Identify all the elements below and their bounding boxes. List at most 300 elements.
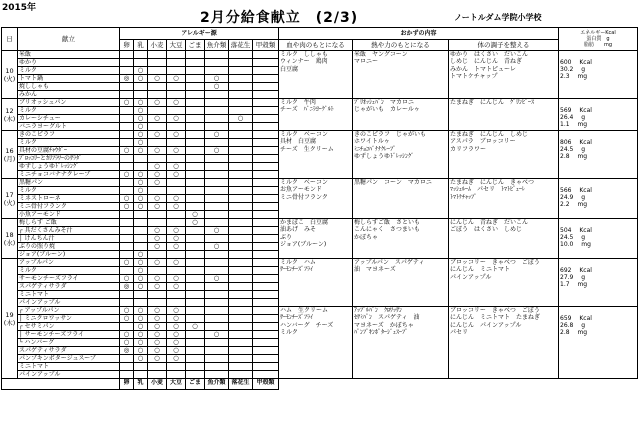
allergen-mark [120, 371, 134, 379]
dish-name: ┌ セサミパン [18, 323, 120, 331]
allergen-mark [148, 291, 167, 299]
dish-name: ジョア(ブルーン) [18, 251, 120, 259]
allergen-header-5: 魚介類 [205, 40, 229, 51]
allergen-mark [120, 67, 134, 75]
allergen-mark [253, 155, 279, 163]
group-header-0: 血や肉のもとになる [279, 40, 353, 51]
allergen-mark [186, 171, 205, 179]
allergen-mark [253, 307, 279, 315]
allergen-mark [167, 219, 186, 227]
allergen-mark [205, 163, 229, 171]
allergen-mark [205, 123, 229, 131]
allergen-mark [229, 147, 253, 155]
allergen-mark: ◎ [120, 75, 134, 83]
allergen-mark: ○ [134, 179, 148, 187]
allergen-mark: ○ [134, 75, 148, 83]
allergen-mark [148, 123, 167, 131]
allergen-mark [120, 299, 134, 307]
allergen-mark [167, 67, 186, 75]
allergen-mark: ○ [120, 259, 134, 267]
allergen-mark: ○ [167, 115, 186, 123]
allergen-mark [253, 171, 279, 179]
allergen-mark: ○ [134, 355, 148, 363]
allergen-mark [186, 107, 205, 115]
okazu-heat: 梅しらすご飯 さといも こんにゃく さつまいも かぼちゃ [353, 219, 449, 259]
allergen-mark: ○ [167, 227, 186, 235]
allergen-mark [134, 83, 148, 91]
allergen-mark: ○ [205, 131, 229, 139]
table-row [2, 131, 638, 139]
allergen-mark [186, 203, 205, 211]
allergen-mark [148, 211, 167, 219]
allergen-mark [229, 83, 253, 91]
dish-name: スパゲティサラダ [18, 347, 120, 355]
allergen-mark [134, 51, 148, 59]
allergen-mark [205, 235, 229, 243]
allergen-mark [120, 363, 134, 371]
allergen-mark [120, 267, 134, 275]
allergen-header-0: 卵 [120, 40, 134, 51]
allergen-mark [253, 163, 279, 171]
allergen-mark [229, 243, 253, 251]
dish-name: ぶりの照り焼 [18, 243, 120, 251]
dish-name: └ ハンバーグ [18, 339, 120, 347]
allergen-mark [134, 91, 148, 99]
allergen-footer-3: 大豆 [167, 379, 186, 390]
allergen-mark [205, 203, 229, 211]
allergen-mark [134, 163, 148, 171]
dish-name: ミルク [18, 107, 120, 115]
allergen-mark: ○ [167, 323, 186, 331]
allergen-mark [205, 155, 229, 163]
allergen-mark: ○ [148, 203, 167, 211]
okazu-blood: ミルク ベーコン お魚アーモンド ミニ骨付フランク [279, 179, 353, 219]
dish-name: パンプキンポタージュスープ [18, 355, 120, 363]
allergen-mark [186, 139, 205, 147]
dish-name: │ サーモンチーズフライ [18, 331, 120, 339]
nutrition-cell: 566 Kcal 24.9 g 2.2 mg [559, 179, 638, 219]
allergen-mark: ○ [134, 67, 148, 75]
allergen-mark: ○ [120, 195, 134, 203]
allergen-mark: ○ [134, 315, 148, 323]
allergen-mark: ○ [167, 99, 186, 107]
nutrition-cell: 806 Kcal 24.5 g 2.8 mg [559, 131, 638, 179]
dish-name: 黒糖パン [18, 179, 120, 187]
allergen-mark: ○ [167, 275, 186, 283]
allergen-mark [205, 291, 229, 299]
allergen-mark [120, 107, 134, 115]
allergen-mark [186, 243, 205, 251]
dish-name: トマト鍋 [18, 75, 120, 83]
allergen-footer-2: 小麦 [148, 379, 167, 390]
header-fat: 脂肪 mg [583, 42, 613, 48]
allergen-mark: ○ [120, 315, 134, 323]
okazu-blood: ミルク ベーコン 具材 白豆腐 チーズ 生クリーム [279, 131, 353, 179]
day-cell: 18 (水) [2, 219, 18, 259]
dish-name: ﾌﾞﾛｯｺﾘｰとｶﾘﾌﾗﾜｰのｻﾗﾀﾞ [18, 155, 120, 163]
dish-name: │ けんちん汁 [18, 235, 120, 243]
okazu-blood: かまぼこ 白豆腐 油あげ みそ ぶり ジョア(ブルーン) [279, 219, 353, 259]
dish-name: 焼ししゃも [18, 83, 120, 91]
dish-name: ミニチョコバナナクレープ [18, 171, 120, 179]
group-header-2: 体の調子を整える [449, 40, 559, 51]
allergen-mark [167, 107, 186, 115]
allergen-mark [148, 139, 167, 147]
allergen-mark [229, 275, 253, 283]
allergen-mark [120, 139, 134, 147]
okazu-blood2: ハム 生クリーム ｻｰﾓﾝﾁｰｽﾞﾌﾗｲ ハンバーグ チーズ ミルク [279, 307, 353, 379]
dish-name: 小魚アーモンド [18, 211, 120, 219]
allergen-mark [229, 59, 253, 67]
allergen-mark [120, 235, 134, 243]
allergen-mark [148, 67, 167, 75]
okazu-heat: 米飯 ヤングコーン マロニー [353, 51, 449, 99]
allergen-mark [167, 251, 186, 259]
allergen-mark [134, 371, 148, 379]
allergen-mark [229, 171, 253, 179]
allergen-mark [186, 275, 205, 283]
allergen-mark [167, 83, 186, 91]
allergen-mark [253, 331, 279, 339]
allergen-header-6: 落花生 [229, 40, 253, 51]
allergen-mark: ○ [134, 307, 148, 315]
allergen-mark: ○ [148, 171, 167, 179]
allergen-mark [134, 219, 148, 227]
allergen-mark [205, 315, 229, 323]
okazu-heat2: ｱｯﾌﾟﾙﾊﾟﾝ ｸﾛﾜｯｻﾝ ｾｻﾐﾊﾟﾝ スパゲティ 油 マヨネーズ かぼちゃ ﾊﾟﾝﾌﾟｷﾝﾎﾟﾀｰｼﾞｭｽｰﾌﾟ [353, 307, 449, 379]
header-day: 日 [2, 28, 18, 51]
allergen-mark [120, 355, 134, 363]
allergen-mark: ○ [120, 339, 134, 347]
allergen-footer-row [2, 379, 638, 390]
allergen-mark [229, 203, 253, 211]
allergen-mark: ○ [134, 187, 148, 195]
allergen-mark [120, 115, 134, 123]
allergen-mark: ○ [205, 83, 229, 91]
allergen-mark [229, 187, 253, 195]
allergen-mark [229, 75, 253, 83]
allergen-mark: ○ [134, 275, 148, 283]
allergen-mark: ○ [148, 131, 167, 139]
allergen-mark [167, 187, 186, 195]
allergen-mark: ○ [167, 355, 186, 363]
allergen-mark [229, 107, 253, 115]
allergen-mark: ○ [167, 147, 186, 155]
allergen-mark: ○ [148, 315, 167, 323]
allergen-mark [253, 195, 279, 203]
allergen-mark [120, 291, 134, 299]
allergen-mark [148, 155, 167, 163]
dish-name: │ ミニクロワッサン [18, 315, 120, 323]
allergen-mark: ○ [134, 203, 148, 211]
allergen-mark [120, 227, 134, 235]
table-row [2, 219, 638, 227]
allergen-mark [205, 51, 229, 59]
allergen-mark: ○ [205, 243, 229, 251]
allergen-mark [229, 331, 253, 339]
allergen-mark [253, 243, 279, 251]
table-row [2, 307, 638, 315]
dish-name: ミニ骨付フランク [18, 203, 120, 211]
allergen-mark [229, 219, 253, 227]
table-row [2, 99, 638, 107]
dish-name: 梅しらす ご飯 [18, 219, 120, 227]
allergen-mark [186, 267, 205, 275]
allergen-mark [205, 67, 229, 75]
allergen-mark [229, 347, 253, 355]
allergen-mark [253, 283, 279, 291]
allergen-mark [186, 307, 205, 315]
allergen-mark [186, 339, 205, 347]
allergen-mark [253, 363, 279, 371]
allergen-mark: ○ [148, 283, 167, 291]
allergen-mark [186, 371, 205, 379]
dish-name: ┌ アップルパン [18, 307, 120, 315]
allergen-footer-1: 乳 [134, 379, 148, 390]
allergen-header-7: 甲殻類 [253, 40, 279, 51]
dish-name: パインアップル [18, 299, 120, 307]
allergen-mark: ○ [148, 259, 167, 267]
allergen-mark [253, 251, 279, 259]
allergen-mark [120, 243, 134, 251]
allergen-mark [253, 107, 279, 115]
allergen-mark: ○ [120, 99, 134, 107]
allergen-mark [148, 91, 167, 99]
header-okazu: おかずの内容 [279, 28, 559, 40]
allergen-mark: ○ [134, 283, 148, 291]
allergen-mark [205, 187, 229, 195]
allergen-mark [186, 155, 205, 163]
okazu-body: たまねぎ にんじん きゃべつ ﾏｯｼｭﾙｰﾑ パセリ ﾄﾏﾄﾋﾟｭｰﾚ ﾄﾏﾄｹﾁｬｯﾌﾟ [449, 179, 559, 219]
allergen-mark [186, 131, 205, 139]
allergen-mark [205, 347, 229, 355]
allergen-mark [229, 259, 253, 267]
allergen-mark [134, 227, 148, 235]
allergen-mark [186, 91, 205, 99]
allergen-mark [148, 363, 167, 371]
allergen-mark [167, 59, 186, 67]
allergen-mark [167, 139, 186, 147]
allergen-mark: ○ [134, 123, 148, 131]
allergen-mark [186, 187, 205, 195]
allergen-mark [253, 147, 279, 155]
allergen-mark [229, 299, 253, 307]
allergen-footer-5: 魚介類 [205, 379, 229, 390]
allergen-mark [167, 179, 186, 187]
allergen-mark: ○ [229, 115, 253, 123]
allergen-mark: ○ [148, 331, 167, 339]
allergen-mark [253, 123, 279, 131]
allergen-mark: ○ [148, 275, 167, 283]
allergen-mark [229, 195, 253, 203]
allergen-mark [148, 299, 167, 307]
allergen-footer-6: 落花生 [229, 379, 253, 390]
allergen-mark [167, 155, 186, 163]
allergen-mark [253, 131, 279, 139]
allergen-header-1: 乳 [134, 40, 148, 51]
allergen-mark [253, 51, 279, 59]
menu-body [2, 51, 638, 379]
allergen-mark [167, 371, 186, 379]
okazu-blood: ミルク ハム ｻｰﾓﾝﾁｰｽﾞﾌﾗｲ [279, 259, 353, 307]
allergen-mark [253, 83, 279, 91]
allergen-mark: ○ [167, 347, 186, 355]
dish-name: バニラヨーグルト [18, 123, 120, 131]
allergen-mark [205, 107, 229, 115]
allergen-mark: ○ [148, 75, 167, 83]
allergen-mark [186, 59, 205, 67]
allergen-mark [253, 211, 279, 219]
header-allergy-group: アレルギー源 [120, 28, 279, 40]
allergen-mark [253, 187, 279, 195]
allergen-mark: ○ [205, 147, 229, 155]
allergen-mark: ○ [148, 227, 167, 235]
allergen-mark [205, 139, 229, 147]
allergen-mark [120, 91, 134, 99]
allergen-mark: ◎ [120, 347, 134, 355]
allergen-mark [253, 291, 279, 299]
allergen-mark [253, 67, 279, 75]
allergen-mark: ○ [148, 179, 167, 187]
allergen-mark [120, 155, 134, 163]
allergen-mark [120, 123, 134, 131]
allergen-mark [229, 179, 253, 187]
page-title: 2月分給食献立 (2/3) [200, 10, 359, 26]
footer-blank [279, 379, 638, 390]
allergen-mark: ○ [148, 347, 167, 355]
allergen-footer-0: 卵 [120, 379, 134, 390]
dish-name: ミルク [18, 139, 120, 147]
header-energy: エネルギーKcal [580, 30, 616, 36]
allergen-mark [229, 267, 253, 275]
dish-name: 具材の豆腐ﾁｬｳﾀﾞｰ [18, 147, 120, 155]
allergen-mark [148, 59, 167, 67]
allergen-mark [229, 99, 253, 107]
allergen-mark: ○ [148, 323, 167, 331]
allergen-mark: ○ [205, 275, 229, 283]
allergen-mark: ○ [134, 331, 148, 339]
allergen-mark [253, 235, 279, 243]
allergen-mark [186, 291, 205, 299]
header-protein: 蛋白質 g [586, 36, 610, 42]
allergen-mark [186, 363, 205, 371]
allergen-mark: ○ [167, 203, 186, 211]
dish-name: みかん [18, 91, 120, 99]
okazu-body: ゆかり はくさい だいこん しめじ にんじん 青ねぎ みかん トマトピューレ トマトケチャップ [449, 51, 559, 99]
allergen-mark [120, 323, 134, 331]
allergen-mark [205, 299, 229, 307]
allergen-mark [253, 227, 279, 235]
allergen-mark [120, 83, 134, 91]
dish-name: ミルク [18, 67, 120, 75]
allergen-mark [229, 323, 253, 331]
allergen-mark [229, 291, 253, 299]
allergen-mark [205, 195, 229, 203]
dish-name: きのこピラフ [18, 131, 120, 139]
allergen-mark [186, 347, 205, 355]
year-label: 2015年 [2, 3, 37, 13]
okazu-heat: きのこピラフ じゃがいも ホワイトルゥ ﾐﾆﾁｮｺﾊﾞﾅﾅｸﾚｰﾌﾟ ゆずしょうゆﾄﾞﾚｯｼﾝｸﾞ [353, 131, 449, 179]
allergen-mark [205, 323, 229, 331]
allergen-mark [253, 59, 279, 67]
allergen-mark [134, 59, 148, 67]
allergen-mark [205, 251, 229, 259]
allergen-mark [205, 371, 229, 379]
dish-name: 米飯 [18, 51, 120, 59]
allergen-mark [253, 99, 279, 107]
allergen-mark [253, 275, 279, 283]
allergen-mark: ○ [148, 115, 167, 123]
allergen-mark [148, 267, 167, 275]
day-cell: 16 (月) [2, 131, 18, 179]
allergen-mark: ◎ [120, 283, 134, 291]
dish-name: ゆかり [18, 59, 120, 67]
okazu-body2: ブロッコリー きゃべつ ごぼう にんじん ミニトマト たまねぎ にんじん パインアップル パセリ [449, 307, 559, 379]
allergen-mark: ○ [148, 235, 167, 243]
allergen-mark [229, 123, 253, 131]
allergen-mark: ○ [148, 147, 167, 155]
allergen-mark: ○ [205, 331, 229, 339]
allergen-mark [205, 179, 229, 187]
allergen-mark [134, 211, 148, 219]
allergen-mark [229, 251, 253, 259]
header-menu: 献立 [18, 28, 120, 51]
allergen-mark [229, 307, 253, 315]
allergen-mark [229, 363, 253, 371]
allergen-mark [253, 371, 279, 379]
allergen-mark [134, 363, 148, 371]
allergen-mark [148, 83, 167, 91]
okazu-blood: ミルク ししゃも ウィンナー 鶏肉 白豆腐 [279, 51, 353, 99]
group-header-1: 熱や力のもとになる [353, 40, 449, 51]
allergen-mark: ○ [120, 203, 134, 211]
day-cell: 17 (火) [2, 179, 18, 219]
allergen-mark: ○ [148, 243, 167, 251]
allergen-mark: ○ [120, 147, 134, 155]
allergen-mark [186, 163, 205, 171]
dish-name: ミネストローネ [18, 195, 120, 203]
allergen-mark: ○ [134, 107, 148, 115]
allergen-mark: ○ [167, 243, 186, 251]
allergen-mark [120, 251, 134, 259]
allergen-mark [205, 211, 229, 219]
allergen-mark: ○ [134, 347, 148, 355]
dish-name: アップルパン [18, 259, 120, 267]
allergen-mark: ○ [120, 275, 134, 283]
allergen-mark [229, 355, 253, 363]
allergen-mark: ○ [134, 147, 148, 155]
day-cell: 12 (木) [2, 99, 18, 131]
allergen-mark: ○ [134, 267, 148, 275]
allergen-mark [186, 51, 205, 59]
allergen-mark [134, 299, 148, 307]
allergen-mark [205, 59, 229, 67]
allergen-mark: ○ [134, 251, 148, 259]
okazu-heat: アップルパン スパゲティ 油 マヨネーズ [353, 259, 449, 307]
header-nutrition [559, 28, 638, 51]
okazu-body: ブロッコリー きゃべつ ごぼう にんじん ミニトマト パインアップル [449, 259, 559, 307]
allergen-mark [205, 171, 229, 179]
allergen-mark [229, 339, 253, 347]
allergen-mark: ○ [167, 339, 186, 347]
allergen-footer-4: ごま [186, 379, 205, 390]
dish-name: サーモンチーズフライ [18, 275, 120, 283]
allergen-mark: ○ [167, 283, 186, 291]
allergen-mark [253, 347, 279, 355]
allergen-mark: ○ [148, 99, 167, 107]
allergen-mark [134, 243, 148, 251]
allergen-mark [167, 123, 186, 131]
